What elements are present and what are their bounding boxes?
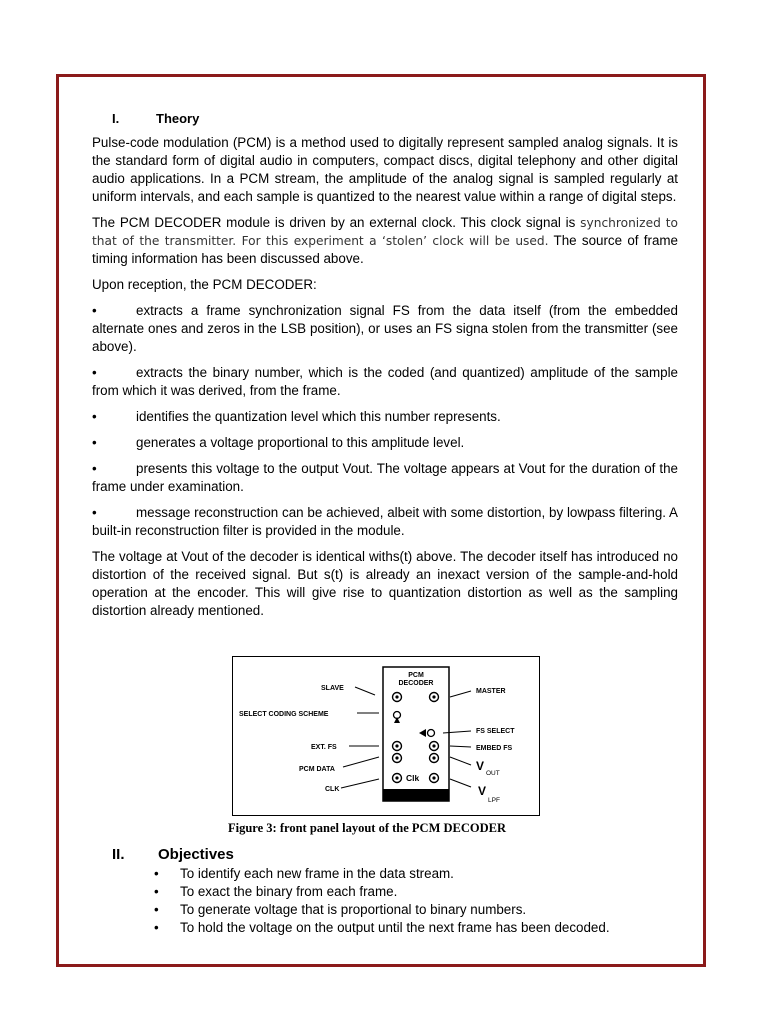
bullet-dot: • xyxy=(92,461,97,476)
module-base xyxy=(383,789,449,801)
theory-number: I. xyxy=(112,111,120,126)
theory-paragraph-3: Upon reception, the PCM DECODER: xyxy=(92,277,317,292)
objective-text: To generate voltage that is proportional to binary numbers. xyxy=(180,902,527,917)
bullet-dot: • xyxy=(92,435,97,450)
bullet-dot: • xyxy=(154,902,159,917)
theory-heading xyxy=(92,110,678,128)
decoder-bullet xyxy=(92,408,678,426)
list-item xyxy=(154,901,610,919)
theory-p2-start: The PCM DECODER module is driven by an external clock. This clock signal is xyxy=(92,215,576,230)
bullet-text: extracts a frame synchronization signal FS from the data itself (from the embedded alternate ones and zeros in the LSB position), or uses an FS signa stolen from the transmitter (see above). xyxy=(92,303,678,354)
bullet-dot: • xyxy=(154,884,159,899)
decoder-bullet xyxy=(92,364,678,400)
module-title-2: DECODER xyxy=(398,680,434,687)
theory-paragraph-4: The voltage at Vout of the decoder is identical withs(t) above. The decoder itself has introduced no distortion of the received signal. But s(t) is already an inexact version of the sample-and-hold operation at the encoder. This will give rise to quantization distortion as well as the sampling distortion already mentioned. xyxy=(92,549,678,618)
bullet-dot: • xyxy=(92,303,97,318)
bullet-dot: • xyxy=(92,505,97,520)
label-master: MASTER xyxy=(476,688,506,695)
label-clk: CLK xyxy=(325,786,340,793)
theory-paragraph-1: Pulse-code modulation (PCM) is a method used to digitally represent sampled analog signals. It is the standard form of digital audio in computers, compact discs, digital telephony and other digital audio applications. In a PCM stream, the amplitude of the analog signal is sampled regularly at uniform intervals, and each sample is quantized to the nearest value within a range of digital steps. xyxy=(92,135,678,204)
objective-text: To hold the voltage on the output until the next frame has been decoded. xyxy=(180,920,610,935)
label-v-out: V xyxy=(476,759,485,773)
label-ext-fs: EXT. FS xyxy=(311,744,337,751)
list-item xyxy=(154,919,610,937)
objectives-list xyxy=(154,865,610,937)
label-slave: SLAVE xyxy=(321,685,344,692)
objectives-title: Objectives xyxy=(158,846,234,863)
label-fs-select: FS SELECT xyxy=(476,728,515,735)
objective-text: To exact the binary from each frame. xyxy=(180,884,398,899)
bullet-dot: • xyxy=(154,866,159,881)
theory-p2-sync: synchronized to that of the transmitter. For this experiment a ‘stolen’ clock will be used. xyxy=(92,216,678,248)
decoder-bullet xyxy=(92,434,678,452)
theory-paragraph-2 xyxy=(92,214,678,268)
decoder-bullet xyxy=(92,460,678,496)
theory-p2-end: The source of frame timing information has been discussed above. xyxy=(92,233,678,266)
bullet-text: presents this voltage to the output Vout. The voltage appears at Vout for the duration of the frame under examination. xyxy=(92,461,678,494)
label-lpf-sub: LPF xyxy=(488,797,500,804)
objective-text: To identify each new frame in the data stream. xyxy=(180,866,454,881)
label-select-coding: SELECT CODING SCHEME xyxy=(239,711,329,718)
decoder-bullet xyxy=(92,504,678,540)
figure-caption: Figure 3: front panel layout of the PCM DECODER xyxy=(228,821,506,835)
bullet-dot: • xyxy=(92,365,97,380)
clk-jack-label: Clk xyxy=(406,773,420,783)
label-out-sub: OUT xyxy=(486,770,500,777)
theory-section xyxy=(92,110,678,628)
bullet-text: message reconstruction can be achieved, albeit with some distortion, by lowpass filtering. A built-in reconstruction filter is provided in the module. xyxy=(92,505,678,538)
label-v-lpf: V xyxy=(478,784,487,798)
list-item xyxy=(154,865,610,883)
decoder-bullet xyxy=(92,302,678,356)
bullet-dot: • xyxy=(92,409,97,424)
module-title-1: PCM xyxy=(408,672,424,679)
list-item xyxy=(154,883,610,901)
bullet-dot: • xyxy=(154,920,159,935)
objectives-number: II. xyxy=(112,846,125,863)
bullet-text: identifies the quantization level which this number represents. xyxy=(136,409,501,424)
bullet-text: extracts the binary number, which is the coded (and quantized) amplitude of the sample from which it was derived, from the frame. xyxy=(92,365,678,398)
objectives-heading xyxy=(112,846,234,863)
label-pcm-data: PCM DATA xyxy=(299,766,335,773)
bullet-text: generates a voltage proportional to this amplitude level. xyxy=(136,435,465,450)
theory-title: Theory xyxy=(156,111,200,126)
decoder-figure xyxy=(232,656,540,816)
label-embed-fs: EMBED FS xyxy=(476,745,513,752)
